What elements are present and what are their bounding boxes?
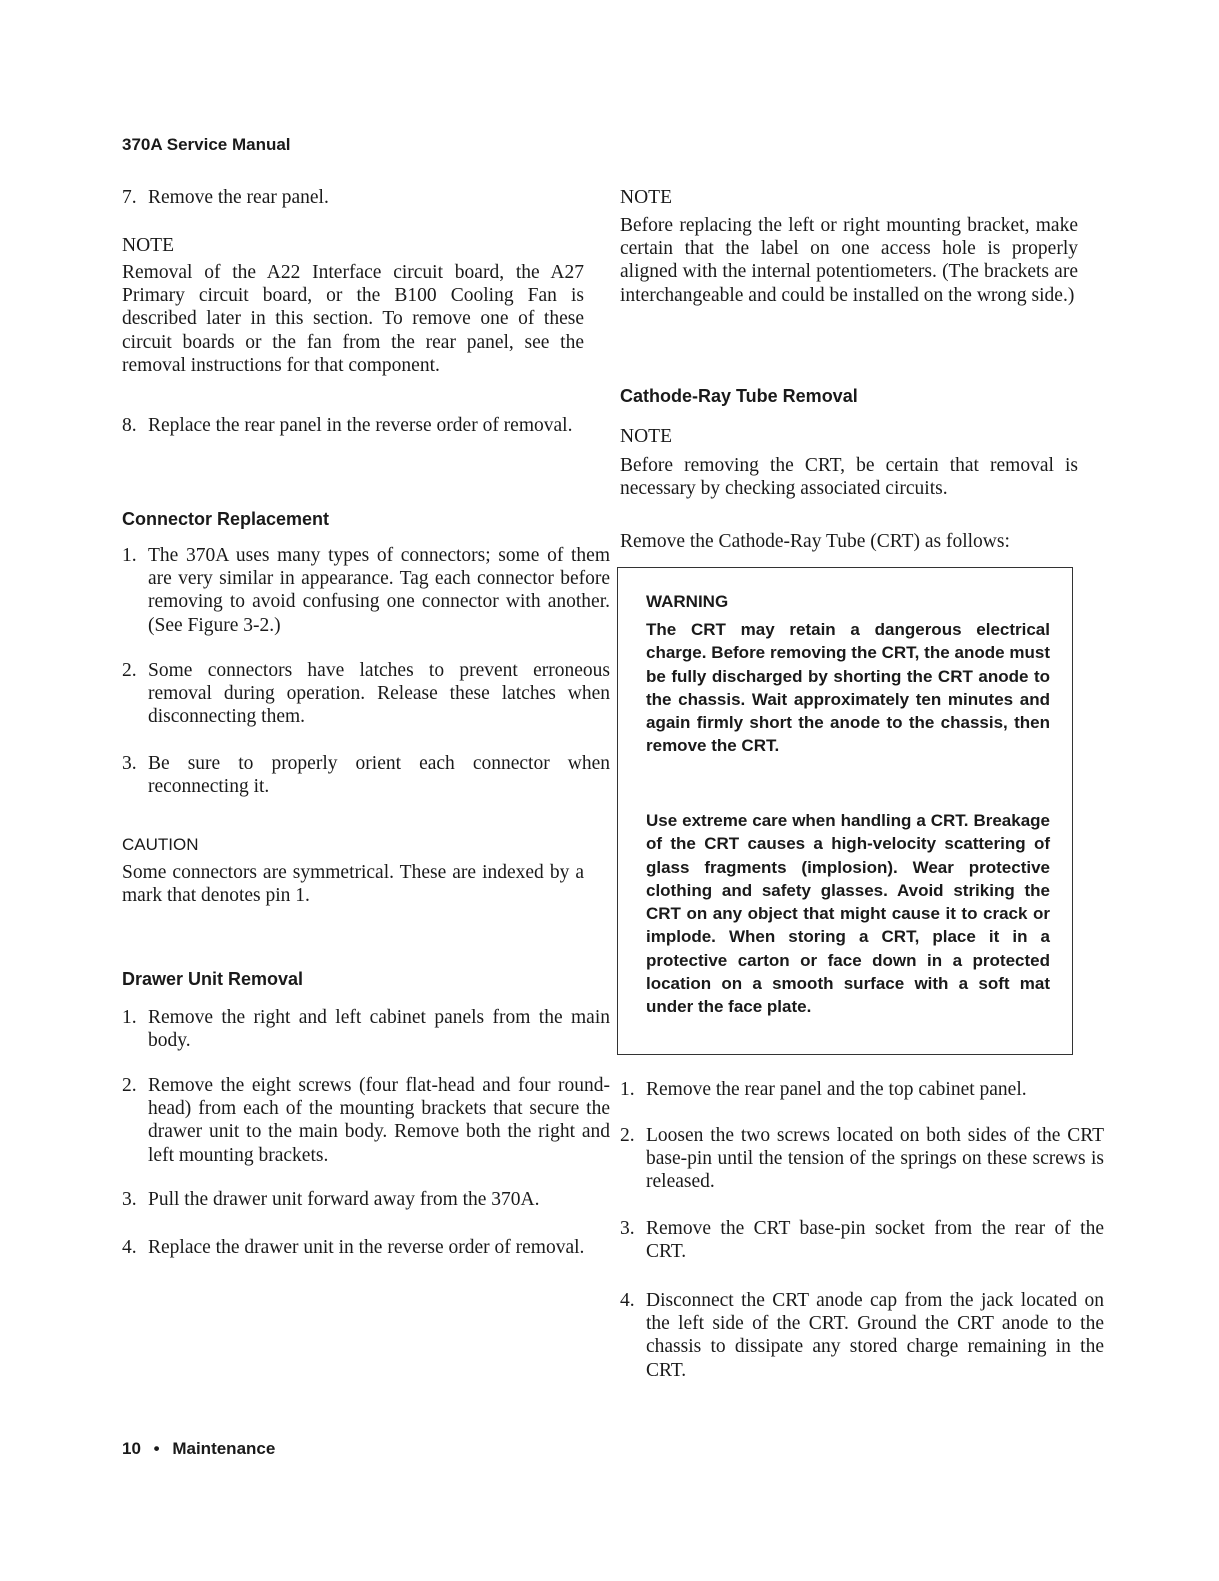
note-text: Before replacing the left or right mounting bracket, make certain that the label on one access hole is properly aligned with the internal potentiometers. (The brackets are interchangeable and could be installed on the wrong side.) [620,215,1078,306]
step-number: 2. [122,1075,137,1096]
note-label: NOTE [620,187,672,208]
step-text: Remove the eight screws (four flat-head and four round-head) from each of the mounting brackets that secure the drawer unit to the main body. Remove both the right and left mounting brackets. [148,1075,610,1166]
section-heading-connector: Connector Replacement [122,509,330,529]
list-item [620,1217,1104,1263]
list-item [620,1124,1104,1194]
step-number: 4. [620,1290,635,1311]
list-item [122,1188,610,1211]
step-number: 1. [122,545,137,566]
running-header: 370A Service Manual [122,135,291,154]
list-item [620,1289,1104,1382]
warning-text-handling: Use extreme care when handling a CRT. Breakage of the CRT causes a high-velocity scattering of glass fragments (implosion). Wear protective clothing and safety glasses. Avoid striking the CRT on any object that might cause it to crack or implode. When storing a CRT, place it in a protective carton or face down in a protected location on a smooth surface with a soft mat under the face plate. [646,811,1050,1017]
footer-separator: • [153,1439,160,1458]
list-item [122,1006,610,1052]
step-text: Be sure to properly orient each connector when reconnecting it. [148,753,610,798]
step-text: Remove the rear panel. [148,187,329,208]
step-number: 1. [620,1079,635,1100]
step-number: 2. [122,660,137,681]
list-item [122,544,610,637]
note-text: Before removing the CRT, be certain that removal is necessary by checking associated circuits. [620,455,1078,500]
warning-text: The CRT may retain a dangerous electrical charge. Before removing the CRT, the anode must be fully discharged by shorting the CRT anode to the chassis. Wait approximately ten minutes and again firmly short the anode to the chassis, then remove the CRT. [646,620,1050,756]
list-item [620,1078,1104,1101]
step-number: 3. [122,753,137,774]
section-heading-crt: Cathode-Ray Tube Removal [620,386,858,406]
footer-section: Maintenance [172,1439,276,1458]
list-item [122,752,610,798]
page-number: 10 [122,1439,141,1458]
step-number: 4. [122,1237,137,1258]
list-item [122,1074,610,1167]
caution-text: Some connectors are symmetrical. These are indexed by a mark that denotes pin 1. [122,862,584,907]
list-item [122,1236,610,1259]
crt-intro: Remove the Cathode-Ray Tube (CRT) as follows: [620,531,1010,552]
step-text: Remove the right and left cabinet panels from the main body. [148,1007,610,1052]
section-heading-drawer: Drawer Unit Removal [122,969,304,989]
step-number: 2. [620,1125,635,1146]
note-label: NOTE [122,235,174,256]
step-8 [122,414,610,437]
step-number: 3. [122,1189,137,1210]
step-text: Replace the drawer unit in the reverse order of removal. [148,1237,585,1258]
page-footer [122,1439,275,1459]
note-text: Removal of the A22 Interface circuit board, the A27 Primary circuit board, or the B100 Cooling Fan is described later in this section. To remove one of these circuit boards or the fan from the rear panel, see the removal instructions for that component. [122,262,584,376]
warning-label: WARNING [646,592,729,611]
step-text: Remove the CRT base-pin socket from the rear of the CRT. [646,1218,1104,1263]
step-text: Replace the rear panel in the reverse order of removal. [148,415,573,436]
step-text: Remove the rear panel and the top cabinet panel. [646,1079,1027,1100]
step-number: 1. [122,1007,137,1028]
caution-label: CAUTION [122,835,199,854]
step-number: 7. [122,187,137,208]
step-number: 3. [620,1218,635,1239]
step-text: Disconnect the CRT anode cap from the jack located on the left side of the CRT. Ground the CRT anode to the chassis to dissipate any stored charge remaining in the CRT. [646,1290,1104,1381]
step-text: Some connectors have latches to prevent erroneous removal during operation. Release these latches when disconnecting them. [148,660,610,728]
note-label: NOTE [620,426,672,447]
step-text: Loosen the two screws located on both sides of the CRT base-pin until the tension of the springs on these screws is released. [646,1125,1104,1193]
step-7 [122,186,610,209]
list-item [122,659,610,729]
step-text: Pull the drawer unit forward away from the 370A. [148,1189,540,1210]
step-text: The 370A uses many types of connectors; some of them are very similar in appearance. Tag each connector before removing to avoid confusing one connector with another. (See Figure 3-2.) [148,545,610,636]
step-number: 8. [122,415,137,436]
